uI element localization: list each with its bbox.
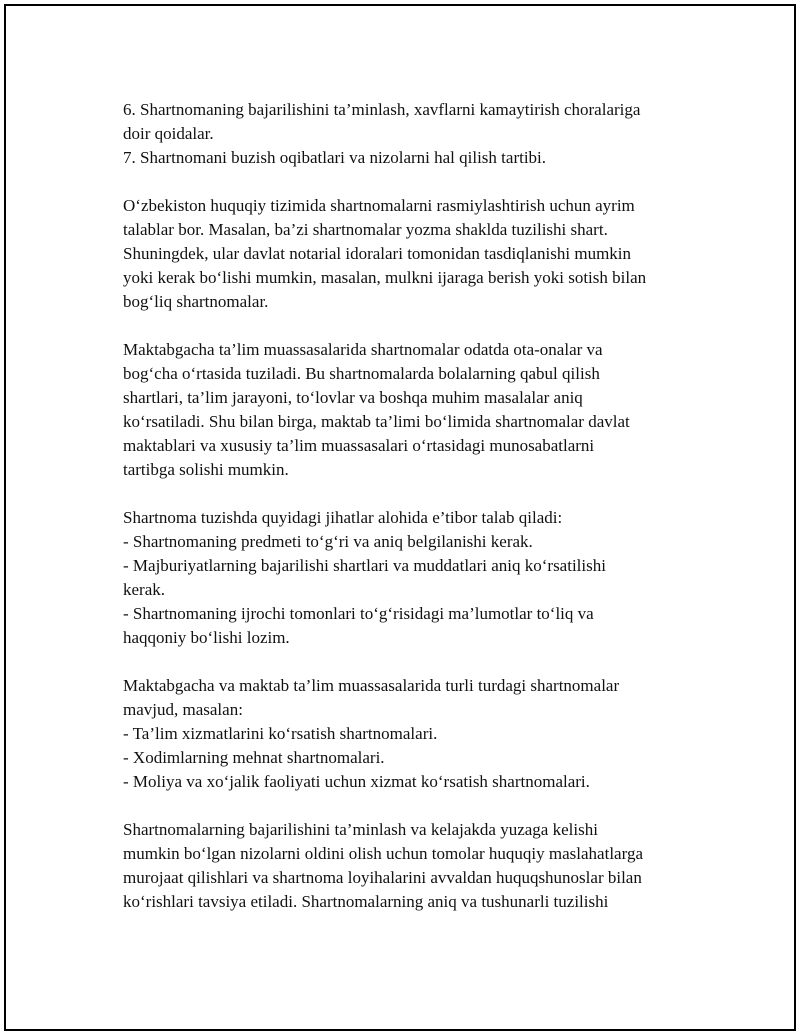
text-line: murojaat qilishlari va shartnoma loyihalarini avvaldan huquqshunoslar bilan	[123, 868, 642, 887]
paragraph-recommendation	[123, 818, 703, 914]
text-line: Shartnoma tuzishda quyidagi jihatlar alohida e’tibor talab qiladi:	[123, 508, 563, 527]
text-line: Shartnomalarning bajarilishini ta’minlash va kelajakda yuzaga kelishi	[123, 820, 598, 839]
text-line: mavjud, masalan:	[123, 700, 243, 719]
text-line: Maktabgacha va maktab ta’lim muassasalarida turli turdagi shartnomalar	[123, 676, 620, 695]
text-line: bog‘cha o‘rtasida tuziladi. Bu shartnomalarda bolalarning qabul qilish	[123, 364, 600, 383]
text-line: Maktabgacha ta’lim muassasalarida shartnomalar odatda ota-onalar va	[123, 340, 603, 359]
text-line: ko‘rsatiladi. Shu bilan birga, maktab ta’limi bo‘limida shartnomalar davlat	[123, 412, 630, 431]
text-line: haqqoniy bo‘lishi lozim.	[123, 628, 290, 647]
paragraph-preschool-contracts	[123, 338, 703, 482]
paragraph-spacer	[123, 650, 703, 674]
paragraph-contract-types	[123, 674, 703, 794]
text-line: tartibga solishi mumkin.	[123, 460, 289, 479]
text-line: doir qoidalar.	[123, 124, 214, 143]
paragraph-spacer	[123, 482, 703, 506]
text-line: ko‘rishlari tavsiya etiladi. Shartnomalarning aniq va tushunarli tuzilishi	[123, 892, 609, 911]
page-content	[123, 98, 703, 914]
text-line: shartlari, ta’lim jarayoni, to‘lovlar va boshqa muhim masalalar aniq	[123, 388, 583, 407]
paragraph-drafting-aspects	[123, 506, 703, 650]
text-line: - Moliya va xo‘jalik faoliyati uchun xizmat ko‘rsatish shartnomalari.	[123, 772, 590, 791]
list-items-6-7	[123, 98, 703, 170]
paragraph-legal-requirements	[123, 194, 703, 314]
paragraph-spacer	[123, 794, 703, 818]
text-line: Shuningdek, ular davlat notarial idoralari tomonidan tasdiqlanishi mumkin	[123, 244, 632, 263]
text-line: - Shartnomaning predmeti to‘g‘ri va aniq belgilanishi kerak.	[123, 532, 533, 551]
paragraph-spacer	[123, 170, 703, 194]
text-line: talablar bor. Masalan, ba’zi shartnomalar yozma shaklda tuzilishi shart.	[123, 220, 608, 239]
text-line: 6. Shartnomaning bajarilishini ta’minlash, xavflarni kamaytirish choralariga	[123, 100, 641, 119]
text-line: - Ta’lim xizmatlarini ko‘rsatish shartnomalari.	[123, 724, 438, 743]
text-line: kerak.	[123, 580, 166, 599]
text-line: maktablari va xususiy ta’lim muassasalari o‘rtasidagi munosabatlarni	[123, 436, 595, 455]
page-frame	[4, 4, 796, 1031]
text-line: bog‘liq shartnomalar.	[123, 292, 269, 311]
text-line: - Shartnomaning ijrochi tomonlari to‘g‘risidagi ma’lumotlar to‘liq va	[123, 604, 594, 623]
text-line: - Majburiyatlarning bajarilishi shartlari va muddatlari aniq ko‘rsatilishi	[123, 556, 606, 575]
paragraph-spacer	[123, 314, 703, 338]
text-line: O‘zbekiston huquqiy tizimida shartnomalarni rasmiylashtirish uchun ayrim	[123, 196, 635, 215]
text-line: - Xodimlarning mehnat shartnomalari.	[123, 748, 385, 767]
text-line: yoki kerak bo‘lishi mumkin, masalan, mulkni ijaraga berish yoki sotish bilan	[123, 268, 647, 287]
text-line: 7. Shartnomani buzish oqibatlari va nizolarni hal qilish tartibi.	[123, 148, 547, 167]
text-line: mumkin bo‘lgan nizolarni oldini olish uchun tomolar huquqiy maslahatlarga	[123, 844, 643, 863]
